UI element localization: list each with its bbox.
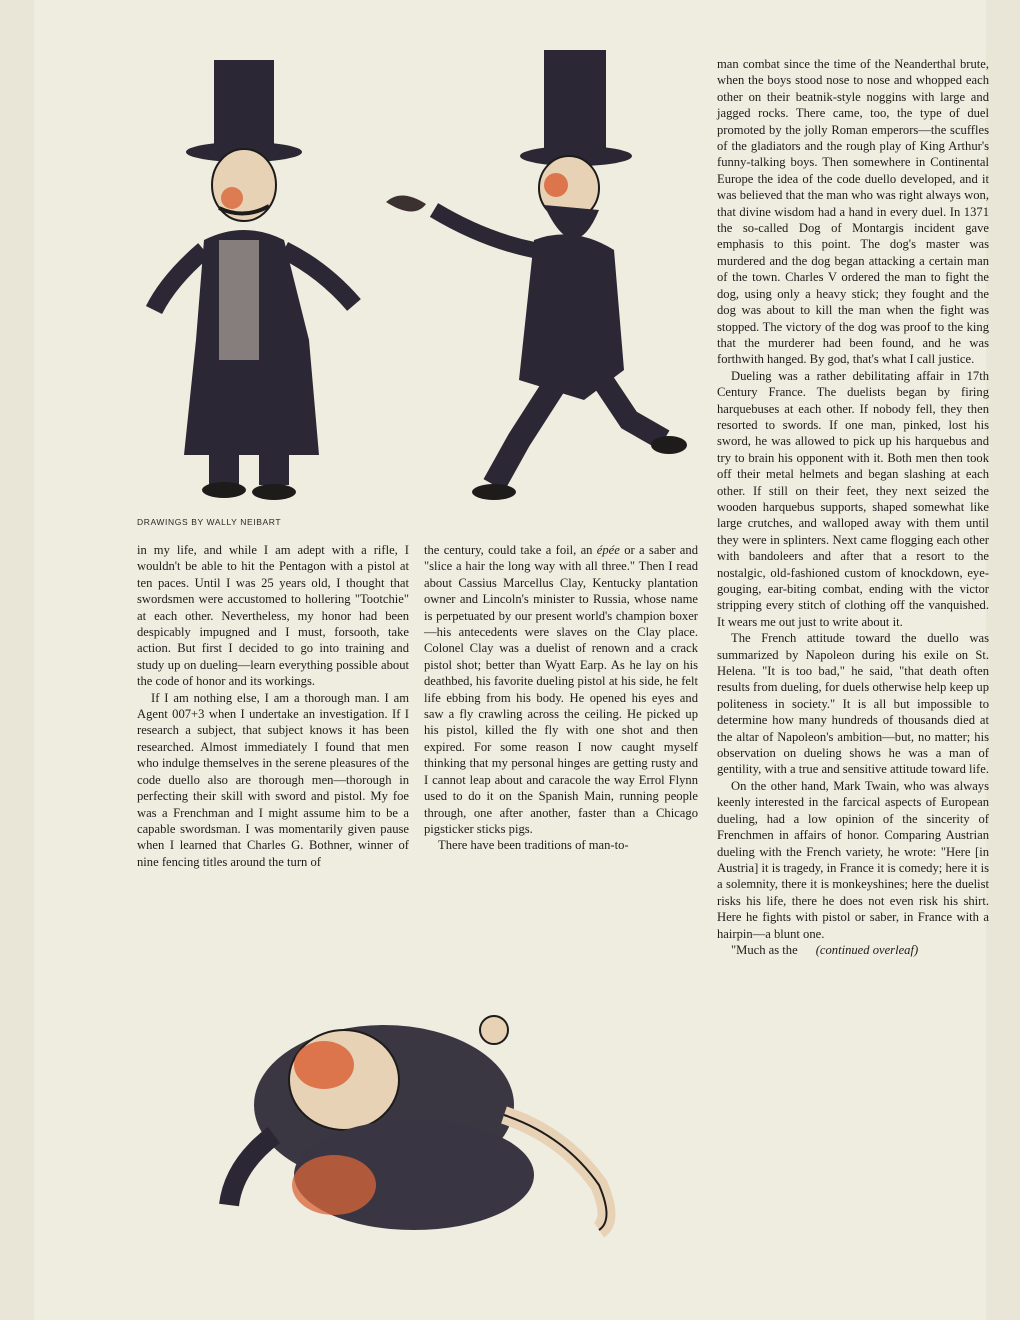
- continued-overleaf-label: (continued overleaf): [815, 942, 919, 957]
- text-column-right: [717, 56, 989, 958]
- paragraph: If I am nothing else, I am a thorough man. I am Agent 007+3 when I undertake an investigation. If I research a subject, that subject knows it has been researched. Almost immediately I found that men who indulge themselves in the serene pleasures of the code duello also are thorough men—thorough in perfecting their skill with sword and pistol. My foe was a Frenchman and I might assume him to be a capable swordsman. I was momentarily given pause when I learned that Charles G. Bothner, winner of nine fencing titles around the turn of: [137, 690, 409, 869]
- paragraph: There have been traditions of man-to-: [438, 838, 629, 853]
- bottom-illustration: [204, 985, 644, 1250]
- paragraph: Dueling was a rather debilitating affair in 17th Century France. The duelists began by firing harquebuses at each other. If nobody fell, they then resorted to swords. If one man, pinked, lost his sword, he was allowed to pick up his harquebus and try to brain his opponent with it. Both men then took off their metal helmets and began slashing at each other. If still on their feet, they next seized the wooden harquebus supports, shaped somewhat like large crutches, and walloped away with them until they were in splinters. Next came flogging each other with bandoleers and after that a resort to the nostalgic, old-fashioned custom of knockdown, eye-gouging, ear-biting combat, ending with the victor stripping every stitch of clothing off the vanquished. It wears me out just to write about it.: [717, 368, 989, 629]
- paragraph: man combat since the time of the Neanderthal brute, when the boys stood nose to nose and whopped each other on their beatnik-style noggins with large and jagged rocks. There came, too, the type of duel promoted by the jolly Roman emperors—the scuffles of the gladiators and the rough play of King Arthur's funny-talking boys. Then somewhere in Continental Europe the idea of the code duello developed, and it was believed that the man who was right always won, that divine wisdom had a hand in every duel. In 1371 the so-called Dog of Montargis incident gave emphasis to this point. The dog's master was murdered and the dog began attacking a certain man of the town. Charles V ordered the man to fight the dog, using only a heavy stick; they fought and the dog was about to kill the man when the fight was stopped. The victory of the dog was proof to the king that the murderer had been found, and he was forthwith hanged. By god, that's what I call justice.: [717, 57, 989, 367]
- epee-word: épée: [596, 543, 620, 557]
- magazine-page: [34, 0, 989, 1320]
- right-duelist-figure: [386, 50, 687, 500]
- closing-line: "Much as the (continued overleaf): [731, 942, 919, 957]
- left-duelist-figure: [154, 60, 354, 500]
- paragraph: the century, could take a foil, an épée or a saber and "slice a hair the long way with all three." Then I read about Cassius Marcellus Clay, Kentucky plantation owner and Lincoln's minister to Russia, whose name is perpetuated by our present world's champion boxer—his antecedents were slaves on the Clay place. Colonel Clay was a duelist of renown and a crack pistol shot; better than Wyatt Earp. As he lay on his deathbed, his favorite dueling pistol at his side, he felt life ebbing from his body. He opened his eyes and saw a fly crawling across the ceiling. He picked up his pistol, killed the fly with one shot and then expired. For some reason I now caught myself thinking that my personal hinges are getting rusty and I cannot leap about and caracole the way Errol Flynn used to do it on the Spanish Main, running people through, one after another, faster than a Chicago pigsticker sticks pigs.: [424, 543, 698, 836]
- text-column-middle: [424, 542, 698, 854]
- text-column-left: [137, 542, 409, 870]
- paragraph: in my life, and while I am adept with a rifle, I wouldn't be able to hit the Pentagon with a pistol at ten paces. Until I was 25 years old, I thought that swordsmen were accustomed to hollering "Tootchie" at each other. Nevertheless, my honor had been despicably impugned and I must, forsooth, take action. But first I decided to go into training and study up on dueling—learn everything possible about the code of honor and its workings.: [137, 543, 409, 689]
- wrestling-figures: [229, 1016, 607, 1230]
- top-illustration: [124, 40, 709, 515]
- paragraph: The French attitude toward the duello was summarized by Napoleon during his exile on St. Helena. "It is too bad," he said, "that death often results from dueling, for duels otherwise help keep up politeness in society." It is all but impossible to determine how many hundreds of thousands died at the altar of Napoleon's ambition—but, no matter; his observation on dueling shows he was a man of gentility, with a true and sensitive attitude toward life.: [717, 631, 989, 777]
- illustration-credit: DRAWINGS BY WALLY NEIBART: [137, 517, 282, 527]
- paragraph: On the other hand, Mark Twain, who was always keenly interested in the farcical aspects of European dueling, had a low opinion of the sincerity of Frenchmen in affairs of honor. Comparing Austrian dueling with the French variety, he wrote: "Here [in Austria] it is tragedy, in France it is comedy; here it is a solemnity, there it is monkeyshines; here the duelist risks his life, there he does not even risk his shirt. Here he fights with pistol or saber, in France with a hairpin—a blunt one.: [717, 778, 989, 941]
